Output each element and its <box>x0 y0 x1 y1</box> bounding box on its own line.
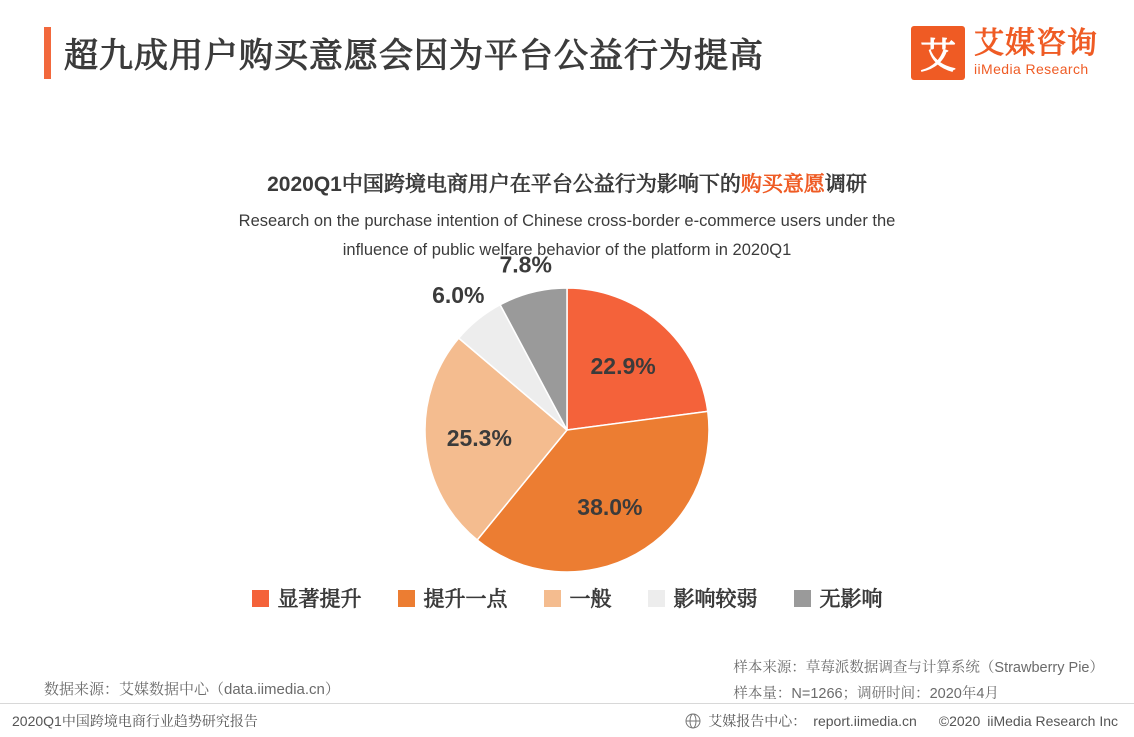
legend-item[interactable] <box>398 583 508 613</box>
pie-chart <box>0 251 1134 575</box>
globe-icon <box>685 713 701 729</box>
chart-subtitle-line2: influence of public welfare behavior of the platform in 2020Q1 <box>342 241 792 259</box>
chart-title-prefix: 2020Q1中国跨境电商用户在平台公益行为影响下的 <box>267 173 741 196</box>
legend-swatch-icon <box>544 590 561 607</box>
legend-item[interactable] <box>544 583 612 613</box>
sample-info <box>733 655 1104 707</box>
legend-item[interactable] <box>648 583 758 613</box>
chart-subtitle-line1: Research on the purchase intention of Chinese cross-border e-commerce users under the <box>238 212 896 230</box>
legend-swatch-icon <box>398 590 415 607</box>
data-source-note: 数据来源：艾媒数据中心（data.iimedia.cn） <box>44 681 340 698</box>
footer-company: iiMedia Research Inc <box>987 712 1118 729</box>
footer-center-link[interactable]: report.iimedia.cn <box>813 712 917 729</box>
brand-logo <box>911 24 1098 82</box>
pie-slice-label: 38.0% <box>577 493 643 520</box>
legend-swatch-icon <box>252 590 269 607</box>
pie-slice-label: 7.8% <box>499 251 552 278</box>
chart-title <box>0 168 1134 198</box>
chart-title-suffix: 调研 <box>824 173 867 196</box>
pie-slice-label: 22.9% <box>590 352 656 379</box>
page-title: 超九成用户购买意愿会因为平台公益行为提高 <box>64 37 764 75</box>
pie-chart-svg <box>337 251 797 575</box>
legend-swatch-icon <box>648 590 665 607</box>
page-footer <box>0 703 1134 737</box>
logo-text-en: iiMedia Research <box>974 61 1089 77</box>
chart-subtitle <box>0 207 1134 265</box>
legend-label: 显著提升 <box>277 588 362 611</box>
logo-mark-icon: 艾 <box>911 26 965 80</box>
pie-slice-label: 6.0% <box>432 282 485 309</box>
legend-label: 一般 <box>569 588 612 611</box>
legend-item[interactable] <box>794 583 883 613</box>
legend-label: 提升一点 <box>423 588 508 611</box>
pie-slice-label: 25.3% <box>446 425 512 451</box>
legend-item[interactable] <box>252 583 362 613</box>
legend-label: 无影响 <box>819 588 883 611</box>
footer-copyright: ©2020 <box>938 712 981 729</box>
chart-legend <box>0 583 1134 613</box>
title-accent-bar <box>44 27 51 79</box>
logo-text-cn: 艾媒咨询 <box>974 27 1098 60</box>
footer-meta <box>685 711 1118 731</box>
footer-report-name: 2020Q1中国跨境电商行业趋势研究报告 <box>12 712 258 729</box>
page-header <box>0 0 1134 104</box>
legend-label: 影响较弱 <box>673 588 758 611</box>
footer-center-label: 艾媒报告中心： <box>708 712 807 729</box>
legend-swatch-icon <box>794 590 811 607</box>
sample-source-note: 样本来源：草莓派数据调查与计算系统（Strawberry Pie） <box>733 660 1104 676</box>
chart-title-highlight: 购买意愿 <box>740 173 825 196</box>
sample-size-note: 样本量：N=1266；调研时间：2020年4月 <box>733 686 999 702</box>
logo-text <box>974 28 1098 78</box>
